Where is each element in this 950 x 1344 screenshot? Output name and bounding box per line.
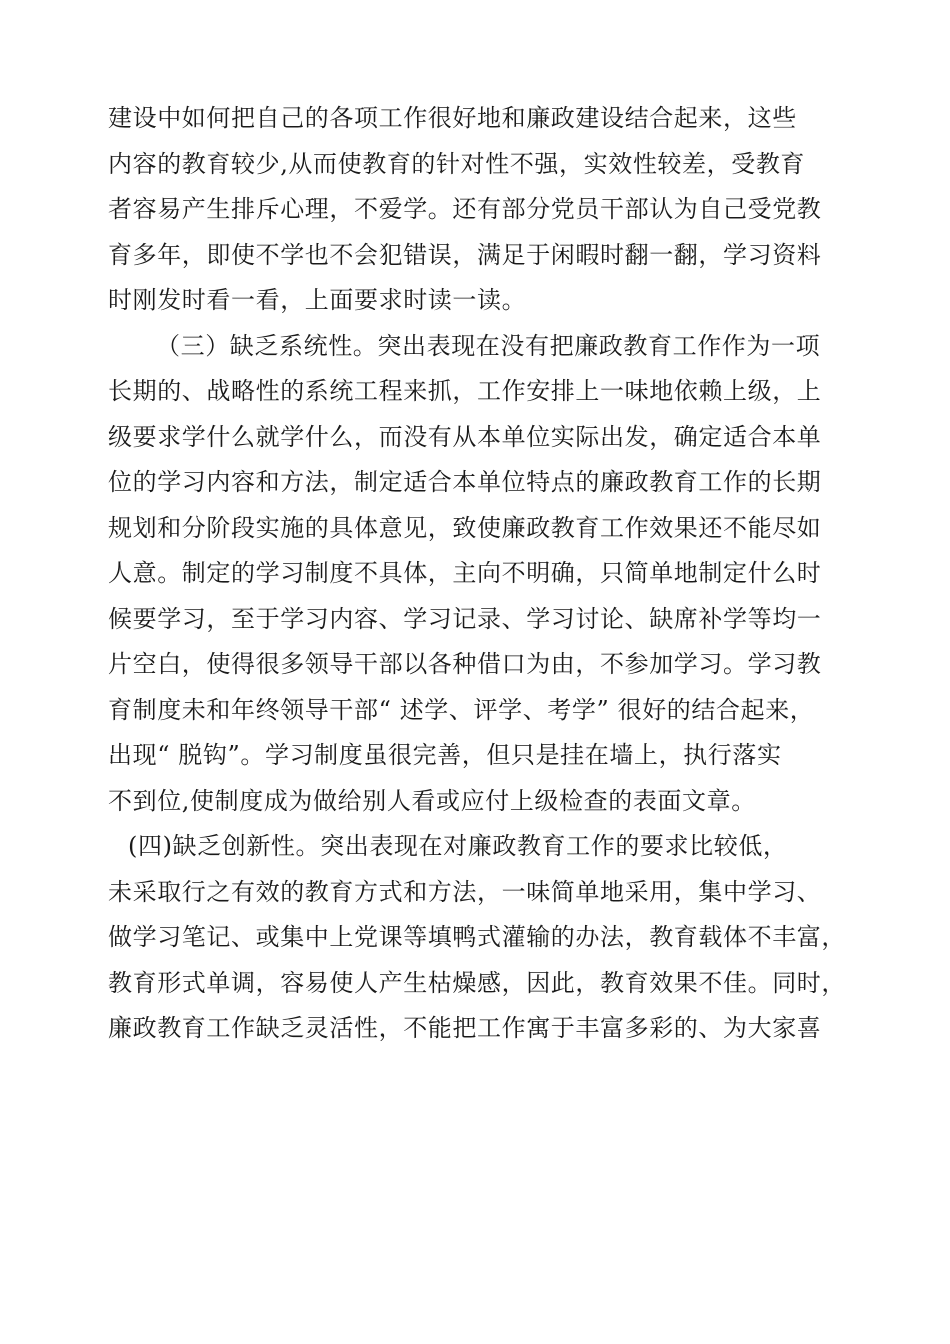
paragraph-3 — [108, 824, 858, 1052]
paragraph-1 — [108, 96, 858, 324]
text-line: 者容易产生排斥心理，不爱学。还有部分党员干部认为自己受党教 — [108, 195, 822, 223]
text-line: 规划和分阶段实施的具体意见，致使廉政教育工作效果还不能尽如 — [108, 513, 822, 542]
text-line: 廉政教育工作缺乏灵活性，不能把工作寓于丰富多彩的、为大家喜 — [108, 1014, 822, 1042]
text-line: 教育形式单调，容易使人产生枯燥感，因此，教育效果不佳。同时， — [108, 968, 846, 997]
paragraph-2 — [108, 324, 858, 825]
text-line: 建设中如何把自己的各项工作很好地和廉政建设结合起来，这些 — [108, 104, 797, 132]
text-line: 内容的教育较少,从而使教育的针对性不强，实效性较差，受教育 — [108, 149, 806, 178]
text-line: 不到位,使制度成为做给别人看或应付上级检查的表面文章。 — [108, 786, 756, 815]
text-line: 片空白，使得很多领导干部以各种借口为由，不参加学习。学习教 — [108, 650, 822, 678]
text-line: 候要学习，至于学习内容、学习记录、学习讨论、缺席补学等均一 — [108, 604, 822, 633]
text-line: 做学习笔记、或集中上党课等填鸭式灌输的办法，教育载体不丰富， — [108, 923, 846, 951]
text-line: （三）缺乏系统性。突出表现在没有把廉政教育工作作为一项 — [156, 331, 821, 360]
text-line: 未采取行之有效的教育方式和方法，一味简单地采用，集中学习、 — [108, 877, 822, 906]
document-body — [108, 96, 858, 1052]
text-line: 育制度未和年终领导干部“ 述学、评学、考学” 很好的结合起来， — [108, 695, 815, 724]
text-line: 育多年，即使不学也不会犯错误，满足于闲暇时翻一翻，学习资料 — [108, 240, 822, 269]
text-line: 人意。制定的学习制度不具体，主向不明确，只简单地制定什么时 — [108, 559, 822, 587]
text-line: 时刚发时看一看，上面要求时读一读。 — [108, 286, 527, 314]
text-line: 级要求学什么就学什么，而没有从本单位实际出发，确定适合本单 — [108, 422, 822, 451]
text-line: (四)缺乏创新性。突出表现在对廉政教育工作的要求比较低， — [128, 832, 788, 860]
text-line: 长期的、战略性的系统工程来抓，工作安排上一味地依赖上级，上 — [108, 377, 822, 405]
text-line: 出现“ 脱钩”。学习制度虽很完善，但只是挂在墙上，执行落实 — [108, 741, 782, 769]
text-line: 位的学习内容和方法，制定适合本单位特点的廉政教育工作的长期 — [108, 468, 822, 496]
